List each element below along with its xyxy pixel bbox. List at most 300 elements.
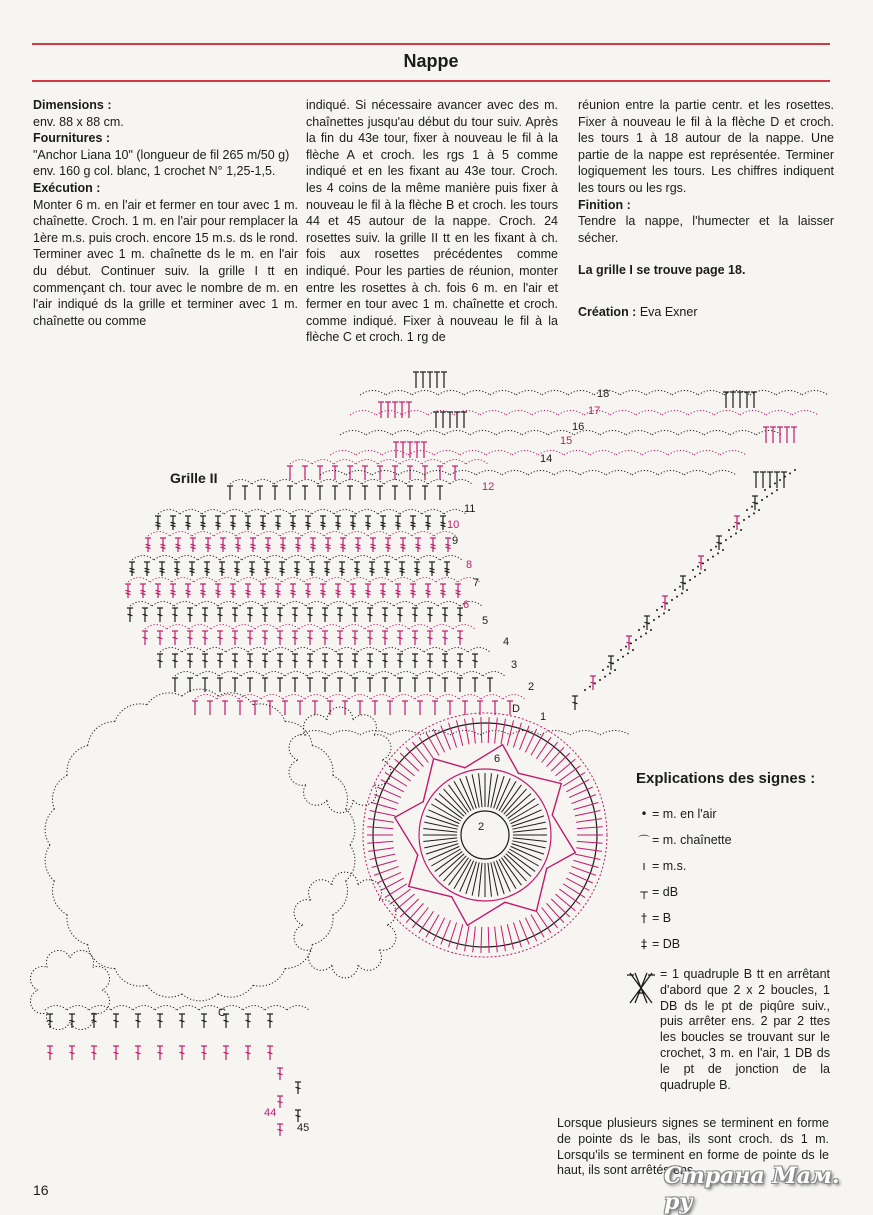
chain-arc <box>226 648 248 653</box>
stitch-mark <box>406 402 412 418</box>
chain-arc <box>255 625 277 630</box>
quadruple-text: = 1 quadruple B tt en arrêtant d'abord que 2 x 2 boucles, 1 DB ds le pt de piqûre suiv., puis arrêter ens. 2 par 2 ttes les boucles se trouvant sur le crochet, 3 m. en l'air, 1 DB ds le pt de jonction de la quadruple B. <box>660 967 830 1092</box>
chain-dot <box>733 526 735 528</box>
db-icon: ‡ <box>641 937 647 951</box>
chain-arc <box>285 944 312 968</box>
chain-dot <box>668 609 670 611</box>
legend-item-ms: ı = m.s. <box>636 853 836 879</box>
column-3 <box>578 97 834 321</box>
rosette-diagram <box>363 713 607 957</box>
chain-arc <box>312 915 333 945</box>
chain-dot <box>645 632 647 634</box>
stitch-mark <box>305 516 311 530</box>
stitch-mark <box>382 631 388 645</box>
stitch-mark <box>354 562 360 576</box>
chain-arc <box>158 510 180 515</box>
rosette-stitch <box>491 862 498 895</box>
stitch-mark <box>322 678 328 692</box>
stitch-mark <box>442 654 448 668</box>
chain-arc <box>402 411 428 416</box>
page-title: Nappe <box>403 51 459 71</box>
stitch-mark <box>222 701 228 715</box>
chain-arc <box>308 556 330 561</box>
chain-dot <box>735 532 737 534</box>
stitch-mark <box>282 701 288 715</box>
chain-arc <box>490 391 516 396</box>
border-number: 45 <box>297 1122 310 1134</box>
stitch-mark <box>385 538 391 552</box>
rosette-stitch <box>513 838 547 842</box>
stitch-mark <box>190 538 196 552</box>
stitch-mark <box>135 1046 141 1060</box>
stitch-mark <box>125 584 131 598</box>
chain-arc <box>412 391 438 396</box>
chain-arc <box>658 471 684 476</box>
chain-arc <box>154 556 176 561</box>
chain-arc <box>431 625 453 630</box>
stitch-mark <box>265 538 271 552</box>
rosette-stitch <box>406 903 423 922</box>
stitch-mark <box>370 538 376 552</box>
stitch-mark <box>249 562 255 576</box>
chain-arc <box>304 578 326 583</box>
stitch-mark <box>324 562 330 576</box>
chain-arc <box>238 578 260 583</box>
row-number: 3 <box>511 659 518 671</box>
row-number: 16 <box>572 421 585 433</box>
chain-arc <box>252 480 274 485</box>
stitch-mark <box>372 701 378 715</box>
rosette-ring <box>373 723 597 947</box>
chain-dot <box>638 629 640 631</box>
stitch-mark <box>397 654 403 668</box>
rosette-stitch <box>400 753 419 771</box>
stitch-mark <box>295 1110 301 1122</box>
stitch-mark <box>442 608 448 622</box>
stitch-mark <box>337 608 343 622</box>
rosette-stitch <box>395 894 415 911</box>
chain-arc <box>230 480 252 485</box>
chain-arc <box>766 411 792 416</box>
chain-dot <box>748 516 750 518</box>
stitch-mark <box>202 608 208 622</box>
chain-arc <box>444 431 470 436</box>
stitch-mark <box>427 678 433 692</box>
rosette-stitch <box>367 841 393 843</box>
chain-arc <box>450 480 472 485</box>
stitch-mark <box>737 392 743 408</box>
chain-arc <box>406 480 428 485</box>
stitch-mark <box>201 1046 207 1060</box>
chain-arc <box>318 480 340 485</box>
stitch-mark <box>317 486 323 500</box>
chain-dot <box>743 519 745 521</box>
chain-arc <box>45 845 54 881</box>
stitch-mark <box>159 562 165 576</box>
stitch-mark <box>235 538 241 552</box>
chain-arc <box>196 602 218 607</box>
stitch-mark <box>472 654 478 668</box>
stitch-mark <box>730 392 736 408</box>
stitch-mark <box>189 562 195 576</box>
chain-arc <box>792 411 818 416</box>
chain-arc <box>239 695 261 700</box>
chain-arc <box>333 775 348 809</box>
rosette-stitch <box>501 926 506 952</box>
rosette-stitch <box>473 926 476 952</box>
chain-arc <box>440 556 462 561</box>
row-number: 10 <box>447 519 460 531</box>
rosette-stitch <box>472 862 479 895</box>
rosette-stitch <box>479 773 483 807</box>
grille-label: Grille II <box>170 470 218 486</box>
stitch-mark <box>142 608 148 622</box>
chain-arc <box>333 881 348 915</box>
stitch-mark <box>332 486 338 500</box>
stitch-mark <box>384 562 390 576</box>
chain-dot <box>656 609 658 611</box>
stitch-mark <box>322 654 328 668</box>
chain-arc <box>540 731 570 736</box>
chain-arc <box>172 578 194 583</box>
chain-arc <box>306 602 328 607</box>
rosette-stitch <box>465 719 470 745</box>
stitch-mark <box>440 516 446 530</box>
chain-arc <box>450 731 480 736</box>
stitch-mark <box>429 562 435 576</box>
chain-arc <box>292 648 314 653</box>
stitch-mark <box>410 516 416 530</box>
rosette-petal <box>518 773 562 815</box>
stitch-mark <box>294 562 300 576</box>
stitch-mark <box>395 516 401 530</box>
stitch-mark <box>262 678 268 692</box>
chain-arc <box>353 785 376 806</box>
chain-arc <box>470 431 496 436</box>
stitch-mark <box>427 631 433 645</box>
chain-arc <box>218 602 240 607</box>
chain-arc <box>282 578 304 583</box>
stitch-mark <box>440 412 446 428</box>
rosette-stitch <box>473 718 476 744</box>
rosette-stitch <box>400 899 419 917</box>
chain-arc <box>194 578 216 583</box>
row-number: 7 <box>473 577 480 589</box>
chain-arc <box>710 471 736 476</box>
chain-arc <box>416 602 438 607</box>
rosette-stitch <box>507 924 513 949</box>
stitch-mark <box>262 654 268 668</box>
rosette-stitch <box>370 854 395 859</box>
chain-dot <box>740 529 742 531</box>
chain-dot <box>710 549 712 551</box>
stitch-mark <box>407 466 413 480</box>
stitch-grid <box>125 372 828 735</box>
chain-arc <box>309 950 332 971</box>
stitch-mark <box>172 631 178 645</box>
stitch-mark <box>414 442 420 458</box>
stitch-mark <box>260 584 266 598</box>
rosette-stitch <box>419 737 434 759</box>
chain-dot <box>632 649 634 651</box>
stitch-mark <box>412 608 418 622</box>
stitch-mark <box>427 608 433 622</box>
chain-arc <box>626 431 652 436</box>
chain-arc <box>176 556 198 561</box>
chain-dot <box>609 672 611 674</box>
stitch-mark <box>422 486 428 500</box>
stitch-mark <box>441 372 447 388</box>
chain-arc <box>496 431 522 436</box>
row-number: 15 <box>560 435 573 447</box>
chain-arc <box>668 451 694 456</box>
chain-arc <box>600 731 630 736</box>
rosette-stitch <box>495 718 498 744</box>
chain-dot <box>635 639 637 641</box>
chain-arc <box>30 966 47 990</box>
arrow-label: C <box>218 1007 226 1019</box>
stitch-mark <box>185 584 191 598</box>
chain-arc <box>128 578 150 583</box>
chain-arc <box>274 480 296 485</box>
chain-arc <box>412 532 434 537</box>
stitch-mark <box>350 516 356 530</box>
chain-arc <box>396 556 418 561</box>
dimensions-label: Dimensions : <box>33 98 112 112</box>
rosette-stitch <box>370 810 395 815</box>
chain-arc <box>261 695 283 700</box>
chain-arc <box>46 950 70 967</box>
stitch-mark <box>397 608 403 622</box>
chain-dot <box>720 542 722 544</box>
stitch-mark <box>292 678 298 692</box>
stitch-mark <box>492 701 498 715</box>
stitch-mark <box>412 654 418 668</box>
stitch-mark <box>781 472 787 488</box>
stitch-mark <box>234 562 240 576</box>
stitch-mark <box>187 631 193 645</box>
rosette-stitch <box>424 822 457 829</box>
stitch-mark <box>287 466 293 480</box>
chain-arc <box>460 451 486 456</box>
chain-arc <box>294 900 311 925</box>
legend-item-air: • = m. en l'air <box>636 801 836 827</box>
chain-arc <box>202 510 224 515</box>
chain-arc <box>287 1006 309 1011</box>
chain-arc <box>600 431 626 436</box>
chain-arc <box>327 695 349 700</box>
row-number: 11 <box>464 503 476 515</box>
stitch-mark <box>380 516 386 530</box>
stitch-mark <box>262 631 268 645</box>
stitch-mark <box>157 654 163 668</box>
chain-arc <box>392 578 414 583</box>
chain-arc <box>642 451 668 456</box>
chain-arc <box>378 510 400 515</box>
stitch-mark <box>312 701 318 715</box>
stitch-mark <box>462 701 468 715</box>
stitch-mark <box>397 678 403 692</box>
column-2-text: indiqué. Si nécessaire avancer avec des m. chaînettes jusqu'au début du tour suiv. Après la fin du 43e tour, fixer à nouveau le fil à la flèche A et croch. les rgs 1 à 5 comme indiqué et en les fixant au 43e tour. Croch. les 4 coins de la même manière puis fixer à nouveau le fil à la flèche B et croch. les tours 44 et 45 autour de la nappe. Croch. 24 rosettes suiv. la grille II tt en les fixant à ch. fois aux rosettes précédentes comme indiqué. Pour les parties de réunion, monter entre les rosettes à ch. fois 6 m. en l'air et fermer en tour avec 1 m. chaînette et croch. comme indiqué. Fixer à nouveau le fil à la flèche C et croch. 1 rg de <box>306 98 558 345</box>
chain-arc <box>446 648 468 653</box>
chain-dot <box>692 569 694 571</box>
stitch-mark <box>723 392 729 408</box>
rosette-stitch <box>423 829 457 833</box>
chain-arc <box>224 510 246 515</box>
chain-dot <box>640 636 642 638</box>
chain-arc <box>253 704 285 722</box>
chain-dot <box>612 662 614 664</box>
rosette-stitch <box>456 721 462 746</box>
stitch-mark <box>777 427 783 443</box>
chain-arc <box>182 689 218 696</box>
rosette-stitch <box>575 810 600 815</box>
chain-arc <box>390 532 412 537</box>
stitch-mark <box>395 584 401 598</box>
stitch-mark <box>791 427 797 443</box>
chain-dot <box>643 626 645 628</box>
chain-arc <box>346 532 368 537</box>
chain-arc <box>177 1006 199 1011</box>
chain-arc <box>286 556 308 561</box>
chain-arc <box>324 532 346 537</box>
chain-arc <box>620 391 646 396</box>
rosette-stitch <box>406 747 423 766</box>
rosette-stitch <box>488 927 489 953</box>
stitch-mark <box>365 516 371 530</box>
chain-arc <box>217 695 239 700</box>
chain-arc <box>220 556 242 561</box>
stitch-mark <box>155 516 161 530</box>
chain-arc <box>258 532 280 537</box>
chain-arc <box>516 391 542 396</box>
chain-arc <box>730 431 756 436</box>
stitch-mark <box>427 654 433 668</box>
chain-dot <box>717 552 719 554</box>
rosette-stitch <box>542 907 558 927</box>
chain-dot <box>779 479 781 481</box>
stitch-mark <box>770 427 776 443</box>
chain-arc <box>678 431 704 436</box>
stitch-mark <box>292 608 298 622</box>
chain-arc <box>528 471 554 476</box>
stitch-mark <box>140 584 146 598</box>
chain-arc <box>147 985 182 997</box>
stitch-mark <box>215 516 221 530</box>
chain-arc <box>346 809 355 845</box>
row-number: 9 <box>452 535 459 547</box>
stitch-mark <box>245 516 251 530</box>
chain-arc <box>384 480 406 485</box>
stitch-mark <box>237 701 243 715</box>
chain-arc <box>130 602 152 607</box>
chain-arc <box>464 391 490 396</box>
chain-dot <box>679 586 681 588</box>
chain-arc <box>802 391 828 396</box>
stitch-mark <box>277 678 283 692</box>
stitch-mark <box>320 516 326 530</box>
chain-arc <box>606 471 632 476</box>
stitch-mark <box>367 608 373 622</box>
stitch-mark <box>135 1014 141 1028</box>
chain-dot <box>622 656 624 658</box>
chain-dot <box>681 592 683 594</box>
chain-arc <box>360 391 386 396</box>
watermark: Страна Мам. ру <box>664 1163 840 1215</box>
chain-arc <box>290 510 312 515</box>
row-number: 6 <box>463 599 470 611</box>
stitch-mark <box>160 538 166 552</box>
rosette-stitch <box>513 829 547 833</box>
stitch-mark <box>427 372 433 388</box>
column-3-text: réunion entre la partie centr. et les rosettes. Fixer à nouveau le fil à la flèche D et croch. les tours 1 à 18 autour de la nappe. Une partie de la nappe est représentée. Terminer logiquement les tours. Les chiffres indiquent les tours ou les rgs. <box>578 98 834 195</box>
chain-dot <box>686 589 688 591</box>
chain-arc <box>424 648 446 653</box>
chain-arc <box>356 451 382 456</box>
row-number: 14 <box>540 453 553 465</box>
stitch-mark <box>260 516 266 530</box>
chain-arc <box>175 672 197 677</box>
stitch-mark <box>442 678 448 692</box>
stitch-mark <box>187 678 193 692</box>
stitch-mark <box>144 562 150 576</box>
chain-arc <box>352 556 374 561</box>
stitch-mark <box>307 631 313 645</box>
chain-arc <box>332 965 358 978</box>
chain-arc <box>554 471 580 476</box>
creation-label: Création : <box>578 304 637 319</box>
rosette-stitch <box>536 737 551 759</box>
chain-dot <box>630 642 632 644</box>
chain-arc <box>438 602 460 607</box>
chain-arc <box>214 532 236 537</box>
chain-arc <box>155 1006 177 1011</box>
stitch-mark <box>367 654 373 668</box>
stitch-mark <box>385 402 391 418</box>
stitch-mark <box>444 562 450 576</box>
stitch-mark <box>397 631 403 645</box>
legend-item-b: † = B <box>636 905 836 931</box>
stitch-mark <box>447 412 453 428</box>
stitch-mark <box>362 466 368 480</box>
dimensions-value: env. 88 x 88 cm. <box>33 114 124 129</box>
chain-arc <box>417 672 439 677</box>
rosette-stitch <box>573 802 598 809</box>
chain-dot <box>766 496 768 498</box>
joining-rosettes <box>30 689 396 1029</box>
arc-icon: ⌒ <box>637 833 650 848</box>
stitch-mark <box>277 654 283 668</box>
stitch-mark <box>215 584 221 598</box>
chain-arc <box>720 451 746 456</box>
stitch-mark <box>307 654 313 668</box>
rosette-stitch <box>390 889 411 904</box>
chain-arc <box>340 431 366 436</box>
chain-arc <box>365 625 387 630</box>
stitch-mark <box>415 538 421 552</box>
chain-arc <box>70 950 94 967</box>
stitch-mark <box>377 486 383 500</box>
chain-arc <box>481 695 503 700</box>
stitch-mark <box>352 631 358 645</box>
chain-arc <box>438 391 464 396</box>
chain-arc <box>304 785 327 806</box>
chain-arc <box>371 695 393 700</box>
chain-dot <box>602 669 604 671</box>
chain-arc <box>756 431 782 436</box>
stitch-mark <box>205 538 211 552</box>
chain-dot <box>789 472 791 474</box>
